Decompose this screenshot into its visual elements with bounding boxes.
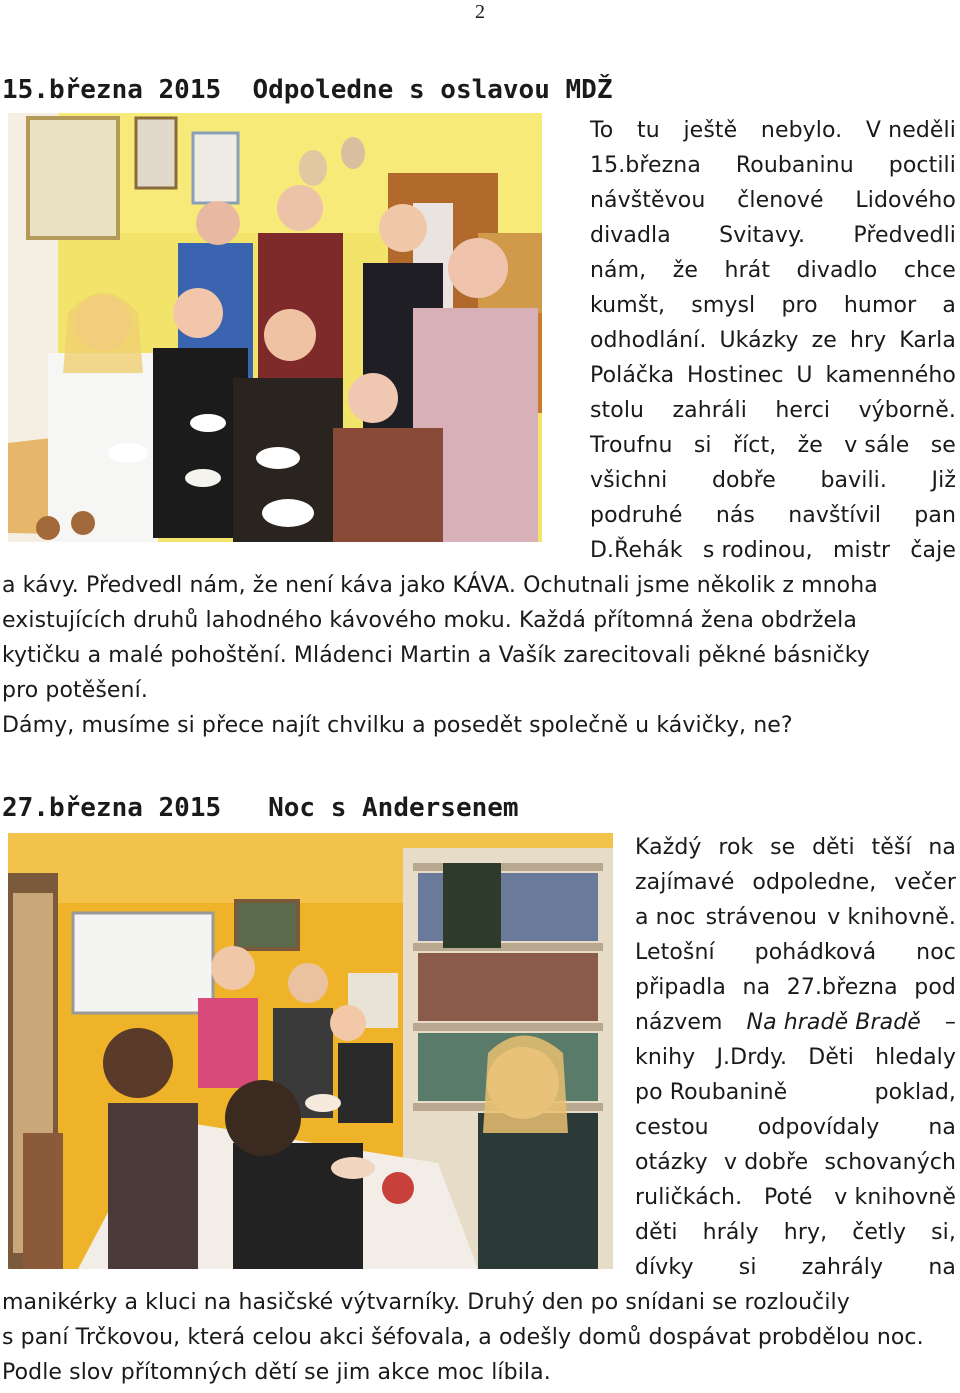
section-1-side-line: D.Řehák s rodinou, mistr čaje (590, 538, 956, 563)
section-1-side-line: divadla Svitavy. Předvedli (590, 223, 956, 248)
photo-theatre-group-image (8, 113, 542, 542)
section-2-heading: 27.března 2015 Noc s Andersenem (2, 793, 519, 823)
section-2-side-line: zajímavé odpoledne, večer (635, 870, 956, 895)
section-2-side-line: knihy J.Drdy. Děti hledaly (635, 1045, 956, 1070)
section-1-side-line: Troufnu si říct, že v sále se (590, 433, 956, 458)
section-2-body-line: manikérky a kluci na hasičské výtvarníky. Druhý den po snídani se rozloučily (2, 1290, 850, 1315)
section-1-side-line: 15.března Roubaninu poctili (590, 153, 956, 178)
section-1-side-line: stolu zahráli herci výborně. (590, 398, 956, 423)
section-2-side-line: Každý rok se děti těší na (635, 835, 956, 860)
section-1-side-line: podruhé nás navštívil pan (590, 503, 956, 528)
section-1-body-line: pro potěšení. (2, 678, 148, 703)
section-2-body-line: Podle slov přítomných dětí se jim akce moc líbila. (2, 1360, 551, 1385)
section-2-side-line: názvem Na hradě Bradě – (635, 1005, 956, 1040)
section-1-body-line: Dámy, musíme si přece najít chvilku a posedět společně u kávičky, ne? (2, 713, 793, 738)
section-2-side-line: Letošní pohádková noc (635, 940, 956, 965)
section-2-side-line: po Roubanině poklad, (635, 1080, 956, 1105)
section-2-side-line: a noc strávenou v knihovně. (635, 905, 956, 930)
section-1-side-line: kumšt, smysl pro humor a (590, 293, 956, 318)
section-2-side-line: děti hrály hry, četly si, (635, 1220, 956, 1245)
section-1-side-line: To tu ještě nebylo. V neděli (590, 118, 956, 143)
section-2-side-line: ruličkách. Poté v knihovně (635, 1185, 956, 1210)
section-1-body-line: existujících druhů lahodného kávového moku. Každá přítomná žena obdržela (2, 608, 857, 633)
photo-andersen-night-image (8, 833, 613, 1269)
section-2-side-line: dívky si zahrály na (635, 1255, 956, 1280)
section-2-body-line: s paní Trčkovou, která celou akci šéfovala, a odešly domů dospávat probdělou noc. (2, 1325, 924, 1350)
photo-andersen-night (8, 833, 613, 1269)
photo-theatre-group (8, 113, 542, 542)
section-1-body-line: a kávy. Předvedl nám, že není káva jako KÁVA. Ochutnali jsme několik z mnoha (2, 573, 878, 598)
section-1-side-line: Poláčka Hostinec U kamenného (590, 363, 956, 388)
section-1-side-line: nám, že hrát divadlo chce (590, 258, 956, 283)
section-1-side-line: odhodlání. Ukázky ze hry Karla (590, 328, 956, 353)
section-2-side-line: připadla na 27.března pod (635, 975, 956, 1000)
book-title-italic: Na hradě Bradě (746, 1010, 921, 1035)
section-2-side-line: otázky v dobře schovaných (635, 1150, 956, 1175)
section-1-side-line: všichni dobře bavili. Již (590, 468, 956, 493)
section-1-body-line: kytičku a malé pohoštění. Mládenci Martin a Vašík zarecitovali pěkné básničky (2, 643, 870, 668)
page-number: 2 (475, 1, 485, 23)
section-1-side-line: návštěvou členové Lidového (590, 188, 956, 213)
section-1-heading: 15.března 2015 Odpoledne s oslavou MDŽ (2, 75, 613, 105)
section-2-side-line: cestou odpovídaly na (635, 1115, 956, 1140)
